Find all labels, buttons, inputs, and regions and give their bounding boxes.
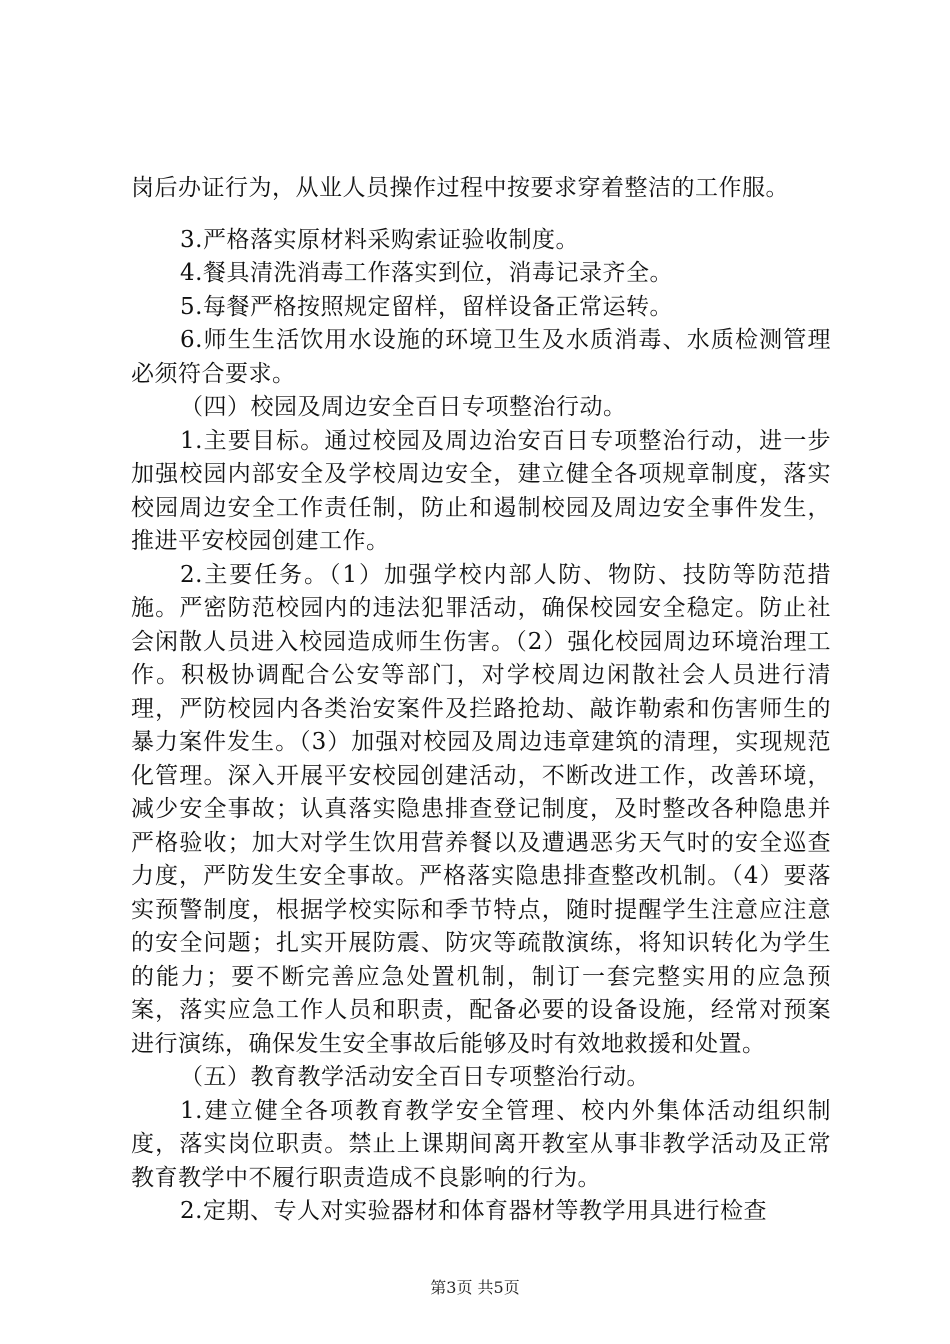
paragraph-item-6: 6.师生生活饮用水设施的环境卫生及水质消毒、水质检测管理必须符合要求。 <box>131 327 831 387</box>
paragraph-item-2: 2.定期、专人对实验器材和体育器材等教学用具进行检查 <box>180 1198 767 1224</box>
paragraph-item-5: 5.每餐严格按照规定留样，留样设备正常运转。 <box>180 293 673 320</box>
paragraph-continuation: 岗后办证行为，从业人员操作过程中按要求穿着整洁的工作服。 <box>131 175 789 201</box>
paragraph-main-goal: 1.主要目标。通过校园及周边治安百日专项整治行动，进一步加强校园内部安全及学校周边安全，建立健全各项规章制度，落实校园周边安全工作责任制，防止和遏制校园及周边安全事件发生，推进平安校园创建工作。 <box>131 427 831 554</box>
section-heading-4: （四）校园及周边安全百日专项整治行动。 <box>180 394 627 420</box>
page-number-footer: 第3页 共5页 <box>430 1278 520 1297</box>
paragraph-main-tasks: 2.主要任务。（1）加强学校内部人防、物防、技防等防范措施。严密防范校园内的违法犯罪活动，确保校园安全稳定。防止社会闲散人员进入校园造成师生伤害。（2）强化校园周边环境治理工作。积极协调配合公安等部门，对学校周边闲散社会人员进行清理，严防校园内各类治安案件及拦路抢劫、敲诈勒索和伤害师生的暴力案件发生。（3）加强对校园及周边违章建筑的清理，实现规范化管理。深入开展平安校园创建活动，不断改进工作，改善环境，减少安全事故；认真落实隐患排查登记制度，及时整改各种隐患并严格验收；加大对学生饮用营养餐以及遭遇恶劣天气时的安全巡查力度，严防发生安全事故。严格落实隐患排查整改机制。（4）要落实预警制度，根据学校实际和季节特点，随时提醒学生注意应注意的安全问题；扎实开展防震、防灾等疏散演练，将知识转化为学生的能力；要不断完善应急处置机制，制订一套完整实用的应急预案，落实应急工作人员和职责，配备必要的设备设施，经常对预案进行演练，确保发生安全事故后能够及时有效地救援和处置。 <box>131 561 831 1057</box>
document-body <box>131 172 831 1229</box>
section-heading-5: （五）教育教学活动安全百日专项整治行动。 <box>180 1064 650 1090</box>
paragraph-item-3: 3.严格落实原材料采购索证验收制度。 <box>180 226 579 253</box>
paragraph-item-1: 1.建立健全各项教育教学安全管理、校内外集体活动组织制度，落实岗位职责。禁止上课期间离开教室从事非教学活动及正常教育教学中不履行职责造成不良影响的行为。 <box>131 1097 831 1191</box>
paragraph-item-4: 4.餐具清洗消毒工作落实到位，消毒记录齐全。 <box>180 260 673 286</box>
